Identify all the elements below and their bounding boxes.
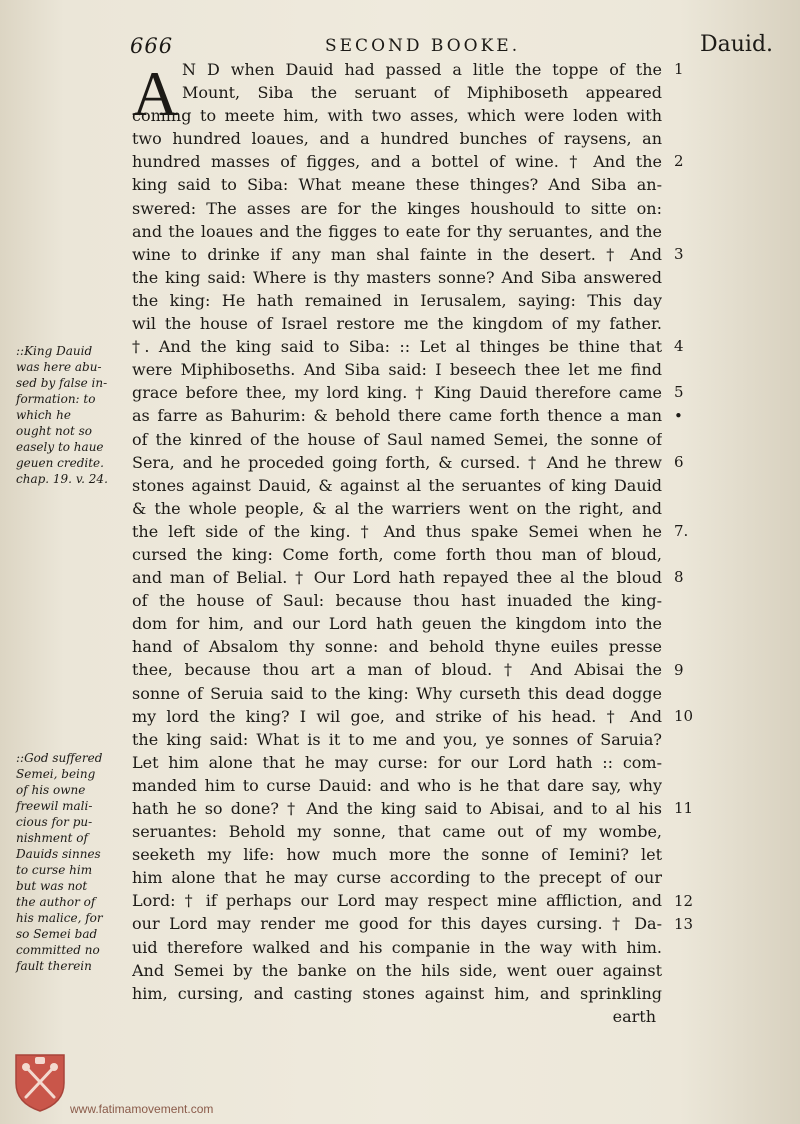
verse-number: 9 [674,660,684,679]
text-line: swered: The asses are for the kinges houshould to sitte on: [132,198,662,218]
margin-note-line: so Semei bad [16,927,98,941]
text-line: grace before thee, my lord king. † King Dauid therefore came [132,383,662,403]
verse-number: 11 [674,799,694,818]
text-line: Sera, and he proceded going forth, & cursed. † And he threw [132,452,662,472]
margin-note-line: formation: to [16,392,96,406]
text-line: of the house of Saul: because thou hast inuaded the king- [132,591,662,611]
margin-note-line: geuen credite. [16,456,104,470]
text-line: And Semei by the banke on the hils side, went ouer against [132,960,662,980]
margin-note-line: freewil mali- [16,799,93,813]
margin-note-line: cious for pu- [16,815,93,829]
text-line: Lord: † if perhaps our Lord may respect mine affliction, and [132,891,662,911]
margin-note-line: chap. 19. v. 24. [16,472,108,486]
verse-number: • [674,406,683,425]
text-line: †. And the king said to Siba: :: Let al thinges be thine that [132,337,662,357]
text-line: Mount, Siba the seruant of Miphiboseth appeared [182,83,662,103]
text-line: him alone that he may curse according to the precept of our [132,868,662,888]
running-title: SECOND BOOKE. [325,36,521,56]
verse-number: 13 [674,914,694,933]
margin-note-line: nishment of [16,831,88,845]
text-line: coming to meete him, with two asses, which were loden with [132,106,662,126]
margin-note-line: the author of [16,895,96,909]
margin-note-line: ::King Dauid [16,344,93,358]
text-line: and man of Belial. † Our Lord hath repayed thee al the bloud [132,568,662,588]
main-text-column [132,58,662,1028]
margin-note-line: of his owne [16,783,86,797]
verse-number: 1 [674,60,684,78]
text-line: the left side of the king. † And thus spake Semei when he [132,521,662,541]
margin-note-line: committed no [16,943,100,957]
verse-number: 4 [674,337,684,356]
margin-note-line: Dauids sinnes [16,847,101,861]
text-line: the king said: Where is thy masters sonne? And Siba answered [132,267,662,287]
text-line: earth [612,1006,656,1026]
verse-number: 3 [674,244,684,263]
text-line: seruantes: Behold my sonne, that came out of my wombe, [132,822,662,842]
text-line: thee, because thou art a man of bloud. † And Abisai the [132,660,662,680]
text-line: wil the house of Israel restore me the kingdom of my father. [132,314,662,334]
drop-cap: A [132,58,179,129]
text-line: the king: He hath remained in Ierusalem, saying: This day [132,290,662,310]
verse-number: 8 [674,568,684,587]
margin-note-line: ought not so [16,424,92,438]
text-line: two hundred loaues, and a hundred bunches of raysens, an [132,129,662,149]
margin-note-line: to curse him [16,863,93,877]
margin-note-line: ::God suffered [16,751,103,765]
text-line: uid therefore walked and his companie in the way with him. [132,937,662,957]
text-line: as farre as Bahurim: & behold there came forth thence a man [132,406,662,426]
margin-note-king-dauid [16,343,126,487]
text-line: cursed the king: Come forth, come forth thou man of bloud, [132,544,662,564]
verse-number: 6 [674,452,684,471]
verse-number: 12 [674,891,694,910]
margin-note-line: fault therein [16,959,92,973]
text-line: stones against Dauid, & against al the seruantes of king Dauid [132,475,662,495]
text-line: him, cursing, and casting stones against him, and sprinkling [132,983,662,1003]
text-line: manded him to curse Dauid: and who is he that dare say, why [132,775,662,795]
text-line: of the kinred of the house of Saul named Semei, the sonne of [132,429,662,449]
text-line: seeketh my life: how much more the sonne of Iemini? let [132,845,662,865]
margin-note-line: but was not [16,879,88,893]
verse-number: 2 [674,152,684,171]
text-line: wine to drinke if any man shal fainte in the desert. † And [132,244,662,264]
margin-note-line: easely to haue [16,440,104,454]
verse-number: 10 [674,706,694,725]
text-line: hand of Absalom thy sonne: and behold thyne euiles presse [132,637,662,657]
text-line: dom for him, and our Lord hath geuen the kingdom into the [132,614,662,634]
margin-note-line: Semei, being [16,767,96,781]
text-line: and the loaues and the figges to eate for thy seruantes, and the [132,221,662,241]
verse-number: 5 [674,383,684,402]
text-line: the king said: What is it to me and you, ye sonnes of Saruia? [132,729,662,749]
text-line: hundred masses of figges, and a bottel of wine. † And the [132,152,662,172]
text-line: Let him alone that he may curse: for our Lord hath :: com- [132,752,662,772]
text-line: king said to Siba: What meane these thinges? And Siba an- [132,175,662,195]
margin-note-line: which he [16,408,71,422]
book-name: Dauid. [700,32,774,57]
margin-note-line: was here abu- [16,360,102,374]
website-url[interactable]: www.fatimamovement.com [70,1102,214,1116]
page-number: 666 [130,34,174,58]
text-line: were Miphiboseths. And Siba said: I beseech thee let me find [132,360,662,380]
fatima-movement-logo [12,1053,68,1113]
text-line: sonne of Seruia said to the king: Why curseth this dead dogge [132,683,662,703]
text-line: hath he so done? † And the king said to Abisai, and to al his [132,799,662,818]
text-line: & the whole people, & al the warriers went on the right, and [132,498,662,518]
margin-note-god-suffered [16,750,126,974]
verse-number: 7. [674,522,689,540]
text-line: N D when Dauid had passed a litle the toppe of the [182,60,662,79]
margin-note-line: his malice, for [16,911,103,925]
text-line: my lord the king? I wil goe, and strike of his head. † And [132,706,662,726]
text-line: our Lord may render me good for this dayes cursing. † Da- [132,914,662,934]
margin-note-line: sed by false in- [16,376,108,390]
